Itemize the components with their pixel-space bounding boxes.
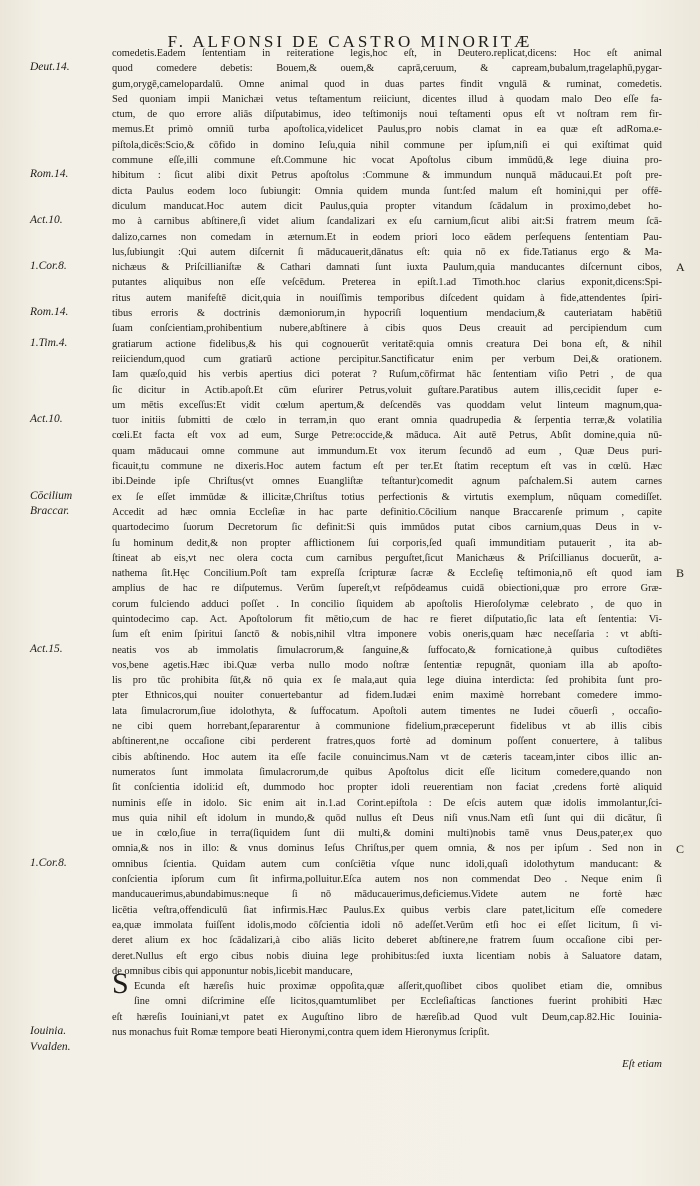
text-line: ctum, de quo errore aliās diſputabimus, ideo teſtimonijs noui teſtamenti opus eſt vt noſtram rem fir- xyxy=(112,109,662,121)
text-line: quam māducaui omne commune aut immundum.Et vox iterum ſecundō ad eum , Quæ Deus puri- xyxy=(112,445,662,457)
text-line: neatis vos ab immolatis ſimulacrorum,& ſanguine,& ſuffocato,& fornicatione,à quibus cuſtodiētes xyxy=(112,644,662,656)
text-line: lata ſimulacrorum,ſiue idolothyta, & ſuffocatum. Apoſtoli autem timentes ne Iudei cōuerſi , occaſio- xyxy=(112,705,662,717)
text-line: numeratos ſunt immolata ſimulacrorum,de quibus Apoſtolus dicit eſſe licitum comedere,quando non xyxy=(112,766,662,778)
text-line: quintodecimo cap. Act. Apoſtolorum fit mētio,cum de hac re fieret diſputatio,ſic lata eſt ſententia: Vi- xyxy=(112,613,662,625)
margin-note: 1.Tim.4. xyxy=(30,336,68,349)
text-line: gratiarum actione fidelibus,& his qui cognouerūt veritatē:quia omnis creatura Dei bona eſt, & nihil xyxy=(112,338,662,350)
text-line: cœli.Et facta eſt vox ad eum, Surge Petre:occide,& māduca. Ait autē Petrus, Abſit domine,quia nū- xyxy=(112,430,662,442)
text-line: amplius de hac re diſputemus. Verūm ſupereſt,vt reſpōdeamus cuidā obiectioni,quæ pro errore Græ- xyxy=(112,583,662,595)
text-line: mus quia nihil eſt idolum in mundo,& quōd nullus eſt Deus niſi vnus.Nam etſi ſunt qui dii dicātur, ſi xyxy=(112,812,662,824)
running-head: F. ALFONSI DE CASTRO MINORITÆ xyxy=(167,32,533,51)
text-line: nus monachus fuit Romæ tempore beati Hieronymi,contra quem idem Hieronymus ſcripſit. xyxy=(112,1027,490,1038)
text-line: manducauerimus,abundabimus:neque ſi nō māducauerimus,deficiemus.Videte autem ne fortè hæc xyxy=(112,889,662,901)
text-line: lis pro tūc prohibita ſūt,& nō quia ex ſe mala,aut quia lege diuina interdicta: ſed prohibita ſunt pro- xyxy=(112,675,662,687)
text-line: um mētis exceſſus:Et vidit cœlum apertum,& deſcendēs vas quoddam velut linteum magnum,qua- xyxy=(112,399,662,411)
text-line: de omnibus cibis qui apponuntur nobis,licebit manducare, xyxy=(112,965,353,977)
text-line: nathema ſit.Hęc Concilium.Poſt tam expreſſa ſcripturæ ſacræ & Eccleſię teſtimonia,nō eſt quod iam xyxy=(112,568,662,580)
text-line: omnibus ſcientia. Quidam autem cum conſciētia vſque nunc idoli,quaſi idolothytum manducant: & xyxy=(112,858,662,870)
text-line: ibi.Deinde ipſe Chriſtus(vt omnes Euangliſtæ teſtantur)comedit agnum paſchalem.Si autem carnes xyxy=(112,476,662,488)
text-line: ſum eſt enim ſpiritui ſanctō & nobis,nihil vltra imponere vobis oneris,quam hæc neceſſaria : vt abſti- xyxy=(112,629,662,641)
text-line: ſtineat ab eis,vt nec olera cocta cum carnibus perguſtet,ſicut Manichæus & Priſcillianus docuerūt, a- xyxy=(112,552,662,564)
left-margin-notes xyxy=(0,58,108,1158)
text-line: deret alium ex hoc ſcādalizari,à cibo aliās licito deberet abſtinere,ne fratrem ſuum occaſione cibi per- xyxy=(112,935,662,947)
text-line: quod comedere debetis: Bouem,& ouem,& caprā,ceruum, & capream,bubalum,tragelaphū,pygar- xyxy=(112,63,662,75)
text-line: ficauit,tu commune ne dixeris.Hoc autem factum eſt per ter.Et ſtatim receptum eſt vas in cœlū. Hæc xyxy=(112,461,662,473)
margin-note: 1.Cor.8. xyxy=(30,260,67,273)
right-margin-letters xyxy=(670,58,700,1158)
text-line: reiiciendum,quod cum gratiarū actione percipitur.Sanctificatur enim per verbum Dei,& orationem. xyxy=(112,353,662,365)
text-line: Iam quæſo,quid his verbis apertius dici poterat ? Ruſum,cōfirmat hāc ſententiam viſio Petri , de qua xyxy=(112,369,662,381)
section-letter: C xyxy=(676,841,685,856)
text-line: comedetis.Eadem ſententiam in reiteratione legis,hoc eſt, in Deutero.replicat,dicens: Hoc eſt animal xyxy=(112,48,662,59)
text-line: eſt hæreſis Iouiniani,vt patet ex Auguſtino libro de hæreſib.ad Quod vult Deum,cap.82.Hic Iouinia- xyxy=(112,1011,662,1023)
text-line: commune eſſe,illi commune eſt.Commune hic vocat Apoſtolus cibum immūdū,& lege diuina pro- xyxy=(112,155,662,167)
margin-note: Rom.14. xyxy=(30,168,69,181)
text-line: ex ſe eſſet immūdæ & illicitæ,Chriſtus totius perfectionis & virtutis exemplum, nūquam comediſſet. xyxy=(112,491,662,503)
margin-note: Rom.14. xyxy=(30,306,69,319)
text-line: ne cibi quem horrebant,ſepararentur à communione fidelium,præceperunt fidelibus vt ab illis cibis xyxy=(112,721,662,733)
text-line: licētia veſtra,offendiculū ſiat infirmis.Hæc Paulus.Ex quibus verbis clare patet,licitum eſſe comedere xyxy=(112,904,662,916)
text-line: piſtola,dicēs:Scio,& cōfido in domino Ieſu,quia nihil commune per ipſum,niſi ei qui exiſtimat quid xyxy=(112,139,662,151)
margin-note: Cōcilium xyxy=(30,489,73,502)
text-line: putantes aliquibus non eſſe veſcēdum. Preterea in epiſt.1.ad Timoth.hoc clarius exponit,dicens:Spi- xyxy=(112,277,662,289)
text-line: conſcientia ipſorum cum ſit infirma,polluitur.Eſca autem nos non commendat Deo . Neque enim ſi xyxy=(112,874,662,886)
text-line: Ecunda eſt hæreſis huic proximæ oppoſita,quæ aſſerit,quoſlibet cibos quolibet etiam die, omnibus xyxy=(134,981,662,993)
margin-note: Deut.14. xyxy=(30,61,70,74)
margin-note: 1.Cor.8. xyxy=(30,856,67,869)
margin-note: Act.15. xyxy=(30,642,63,655)
section-letter: A xyxy=(676,260,685,275)
text-line: numinis eſſe in idolo. Sic enim ait in.1.ad Corint.epiſtola : De eſcis autem quæ idolis immolantur,ſci- xyxy=(112,797,662,809)
text-line: tuor initiis ſubmitti de cœlo in terram,in quo erant omnia quadrupedia & ſerpentia terræ,& volatilia xyxy=(112,415,662,427)
text-line: deret.Nullus eſt ergo cibus nobis diuina lege prohibitus:ſed iuxta licentiam nobis à Saluatore datam, xyxy=(112,950,662,962)
body-text xyxy=(112,46,662,1040)
margin-note: Act.10. xyxy=(30,214,63,227)
text-line: ſu hominum dedit,& non propter afflictionem ſui corporis,ſed quaſi immunditiam putauerit , ita ab- xyxy=(112,537,662,549)
margin-note: Vvalden. xyxy=(30,1040,71,1053)
text-line: Sed quoniam impii Manichæi vetus teſtamentum reiiciunt, dicentes illud à quodam malo Deo eſſe fa- xyxy=(112,93,662,105)
text-line: ſic dicitur in Actib.apoſt.Et cūm eſurirer Petrus,voluit guſtare.Paratibus autem illis,cecidit ſuper e- xyxy=(112,384,662,396)
margin-note: Iouinia. xyxy=(30,1025,67,1038)
text-line: diculum manducat.Hoc autem dicit Paulus,quia propter vitandum ſcādalum in proximo,debet ho- xyxy=(112,200,662,212)
text-line: hibitum : ſicut alibi dixit Petrus apoſtolus :Commune & immundum nunquā māducaui.Et poſt pre- xyxy=(112,170,662,182)
text-line: gum,orygē,camelopardalū. Omne animal quod in duas partes findit vngulā & ruminat, comedetis. xyxy=(112,78,662,90)
text-line: ue in cœlo,ſiue in terra(ſiquidem ſunt dii multi,& domini multi)nobis tamē vnus Deus,pater,ex quo xyxy=(112,828,662,840)
text-line: ea,quæ immolata fuiſſent idolis,modo cōſcientia idoli nō adeſſet.Verūm etſi hoc ei eſſet licitum, ſi vi- xyxy=(112,919,662,931)
text-line: lus,ſubiungit :Qui autem diſcernit ſi māducauerit,dānatus eſt: quia nō ex fide.Tatianus ergo & Ma- xyxy=(112,246,662,258)
text-line: tibus erroris & doctrinis dæmoniorum,in hypocriſi loquentium mendacium,& cauteriatam habētiū xyxy=(112,308,662,320)
text-line: vos,bene agetis.Hæc ibi.Quæ verba nullo modo noſtræ ſententiæ repugnāt, quoniam illa ab apoſto- xyxy=(112,659,662,671)
text-line: abſtinerent,ne occaſione cibi perderent fratres,quos fortè ad dominum poſſent conuertere, à talibus xyxy=(112,736,662,748)
text-line: pter Ethnicos,qui nouiter conuertebantur ad fidem.Iudæi enim maximè horrebant comedere immo- xyxy=(112,690,662,702)
text-line: Accedit ad hæc omnia Eccleſiæ in hac parte definitio.Cōcilium nanque Braccarenſe primum , capite xyxy=(112,506,662,518)
text-line: dicta Paulus eodem loco ſubiungit: Omnia quidem munda ſunt:ſed malum eſt homini,qui per offē- xyxy=(112,185,662,197)
text-line: ſine omni diſcrimine eſſe licitos,quamtumlibet per Eccleſiaſticas ſanctiones fuerint prohibiti Hæc xyxy=(134,996,662,1008)
section-letter: B xyxy=(676,566,685,581)
text-line: ritus autem manifeſtē dicit,quia in nouiſſimis temporibus diſcedent quidam à fide,attendentes ſpiri- xyxy=(112,292,662,304)
text-line: corum fulciendo adduci poſſet . In concilio ſiquidem ab apoſtolis Hieroſolymæ celebrato , de quo in xyxy=(112,598,662,610)
margin-note: Braccar. xyxy=(30,505,70,517)
catchword: Eſt etiam xyxy=(621,1058,662,1070)
margin-note: Act.10. xyxy=(30,413,63,426)
text-line: quartodecimo ſuorum Decretorum ſic definit:Si quis immūdos putat cibos carnium,quas Deus in v- xyxy=(112,522,662,534)
text-line: cibis abſtinendo. Hoc autem ita eſſe facile conuincimus.Nam vt de cæteris taceam,inter cibos illic an- xyxy=(112,751,662,763)
text-line: memus.Et primò omniū turba apoſtolica,videlicet Paulus,pro nobis clamat in ea quæ eſt adRoma.e- xyxy=(112,124,662,136)
text-line: ſit conſcientia idoli:id eſt, dummodo hoc propter idoli reuerentiam non faciat ,credens fortè aliquid xyxy=(112,782,662,794)
text-line: nichæus & Priſcillianiſtæ & Cathari damnati ſunt iuxta Paulum,quia manducantes diſcernunt cibos, xyxy=(112,262,662,274)
text-line: ſuam conſcientiam,prohibentium nubere,abſtinere à cibis quos Deus creauit ad percipiendum cum xyxy=(112,323,662,335)
text-line: mo à carnibus abſtinere,ſi videt alium ſcandalizari ex eſu carnium,ſicut alibi ait:Si fratrem meum ſcā- xyxy=(112,216,662,228)
text-line: dalizo,carnes non comedam in æternum.Et in eodem priori loco eādem perſequens ſententiam Pau- xyxy=(112,231,662,243)
text-line: omnia,& nos in illo: & vnus dominus Ieſus Chriſtus,per quem omnia, & nos per ipſum . Sed non in xyxy=(112,843,662,855)
drop-cap: S xyxy=(112,967,129,1000)
